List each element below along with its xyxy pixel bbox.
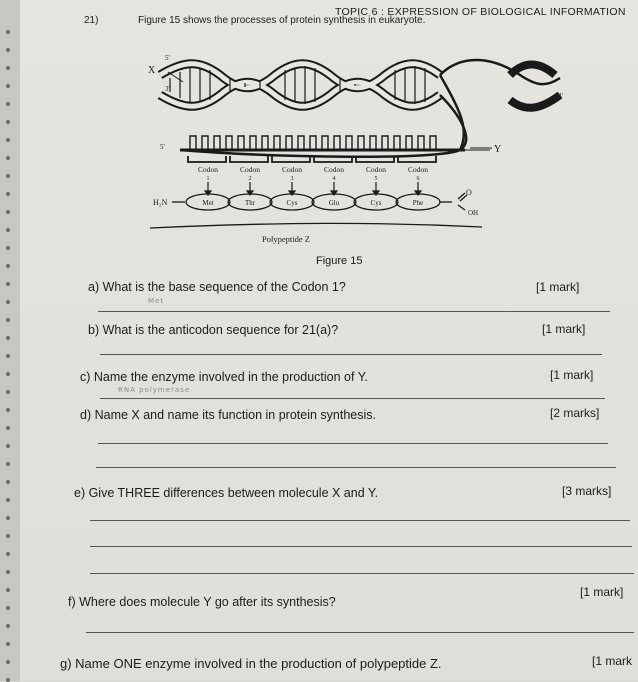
question-e: e) Give THREE differences between molecule X and Y. (74, 486, 379, 500)
question-g: g) Name ONE enzyme involved in the production of polypeptide Z. (60, 656, 442, 671)
question-number: 21) (84, 15, 99, 26)
binder-hole (6, 678, 10, 682)
strand-3-right: 3' (558, 92, 563, 100)
marks-c: [1 mark] (550, 368, 594, 382)
binder-hole (6, 174, 10, 178)
binder-hole (6, 642, 10, 646)
answer-line[interactable] (86, 632, 634, 633)
marks-a: [1 mark] (536, 280, 580, 294)
strand-5-right: 5' (540, 64, 545, 72)
carboxyl-oh: OH (468, 209, 479, 217)
binder-hole (6, 120, 10, 124)
figure-caption: Figure 15 (316, 255, 363, 267)
answer-line[interactable] (90, 573, 634, 574)
codon-label: Codon (365, 165, 387, 174)
binder-hole (6, 156, 10, 160)
question-d: d) Name X and name its function in protein synthesis. (80, 408, 376, 422)
strand-5-top: 5' (165, 54, 170, 62)
polypeptide-chain (150, 193, 482, 228)
amino-acid: Glu (328, 199, 340, 207)
marks-d: [2 marks] (550, 406, 600, 420)
marks-f: [1 mark] (580, 585, 624, 599)
binder-hole (6, 246, 10, 250)
amino-acid: Cys (370, 199, 382, 207)
dna-helix-end (510, 64, 560, 107)
binder-hole (6, 336, 10, 340)
binder-hole (6, 282, 10, 286)
amino-acid: Phe (412, 199, 424, 207)
binder-hole (6, 552, 10, 556)
answer-line[interactable] (98, 443, 608, 444)
answer-line[interactable] (96, 467, 616, 468)
binder-hole (6, 372, 10, 376)
marks-b: [1 mark] (542, 322, 586, 336)
marks-g: [1 mark (592, 654, 633, 668)
codon-number: 3 (290, 176, 294, 182)
binder-hole (6, 192, 10, 196)
binder-hole (6, 138, 10, 142)
answer-line[interactable] (100, 398, 605, 399)
binder-hole (6, 498, 10, 502)
topic-header: TOPIC 6 : EXPRESSION OF BIOLOGICAL INFORMATION (335, 6, 626, 18)
binder-hole (6, 318, 10, 322)
carboxyl-o: O (466, 188, 472, 197)
binder-hole (6, 390, 10, 394)
binder-hole (6, 210, 10, 214)
binder-hole (6, 426, 10, 430)
codon-number: 1 (206, 176, 210, 182)
codon-label: Codon (323, 165, 345, 174)
binder-hole (6, 516, 10, 520)
strand-3-left: 3' (165, 85, 170, 93)
binder-hole (6, 30, 10, 34)
amino-acid: Thr (244, 199, 256, 207)
mrna-5-prime: 5' (160, 143, 165, 151)
codon-number: 5 (374, 176, 378, 182)
binder-hole (6, 462, 10, 466)
binder-hole (6, 534, 10, 538)
binder-hole (6, 354, 10, 358)
binder-hole (6, 300, 10, 304)
question-a: a) What is the base sequence of the Codon 1? (88, 280, 346, 294)
worksheet-page (20, 0, 638, 681)
question-c: c) Name the enzyme involved in the production of Y. (80, 370, 368, 384)
binder-hole (6, 606, 10, 610)
binder-hole (6, 480, 10, 484)
answer-line[interactable] (100, 354, 602, 355)
binder-hole (6, 84, 10, 88)
binder-hole (6, 66, 10, 70)
codon-label: Codon (281, 165, 303, 174)
answer-line[interactable] (98, 311, 610, 312)
marks-e: [3 marks] (562, 484, 612, 498)
answer-line[interactable] (90, 546, 632, 547)
binder-hole (6, 444, 10, 448)
polypeptide-label: Polypeptide Z (262, 234, 310, 244)
binder-hole (6, 228, 10, 232)
amino-acid: Met (202, 199, 214, 207)
n-terminus: H₂N (153, 198, 168, 207)
codon-number: 2 (248, 176, 252, 182)
handwritten-answer-a: Met (148, 297, 165, 305)
answer-line[interactable] (90, 520, 630, 521)
question-b: b) What is the anticodon sequence for 21(a)? (88, 323, 339, 337)
codon-label: Codon (407, 165, 429, 174)
dna-helix (160, 64, 440, 107)
handwritten-answer-c: RNA polymerase (118, 386, 191, 394)
binder-hole (6, 588, 10, 592)
binder-hole (6, 570, 10, 574)
codon-label: Codon (239, 165, 261, 174)
protein-synthesis-figure (20, 0, 638, 681)
label-y: Y (494, 144, 502, 155)
binder-hole (6, 624, 10, 628)
amino-acid: Cys (286, 199, 298, 207)
question-intro: Figure 15 shows the processes of protein synthesis in eukaryote. (138, 15, 426, 26)
codon-number: 6 (416, 176, 420, 182)
codon-label: Codon (197, 165, 219, 174)
binder-hole (6, 264, 10, 268)
codon-number: 4 (332, 176, 336, 182)
binder-hole (6, 102, 10, 106)
binder-hole (6, 660, 10, 664)
binder-hole (6, 408, 10, 412)
question-f: f) Where does molecule Y go after its synthesis? (68, 595, 336, 609)
label-x: X (148, 65, 156, 76)
binder-hole (6, 48, 10, 52)
binder-margin (0, 0, 20, 681)
